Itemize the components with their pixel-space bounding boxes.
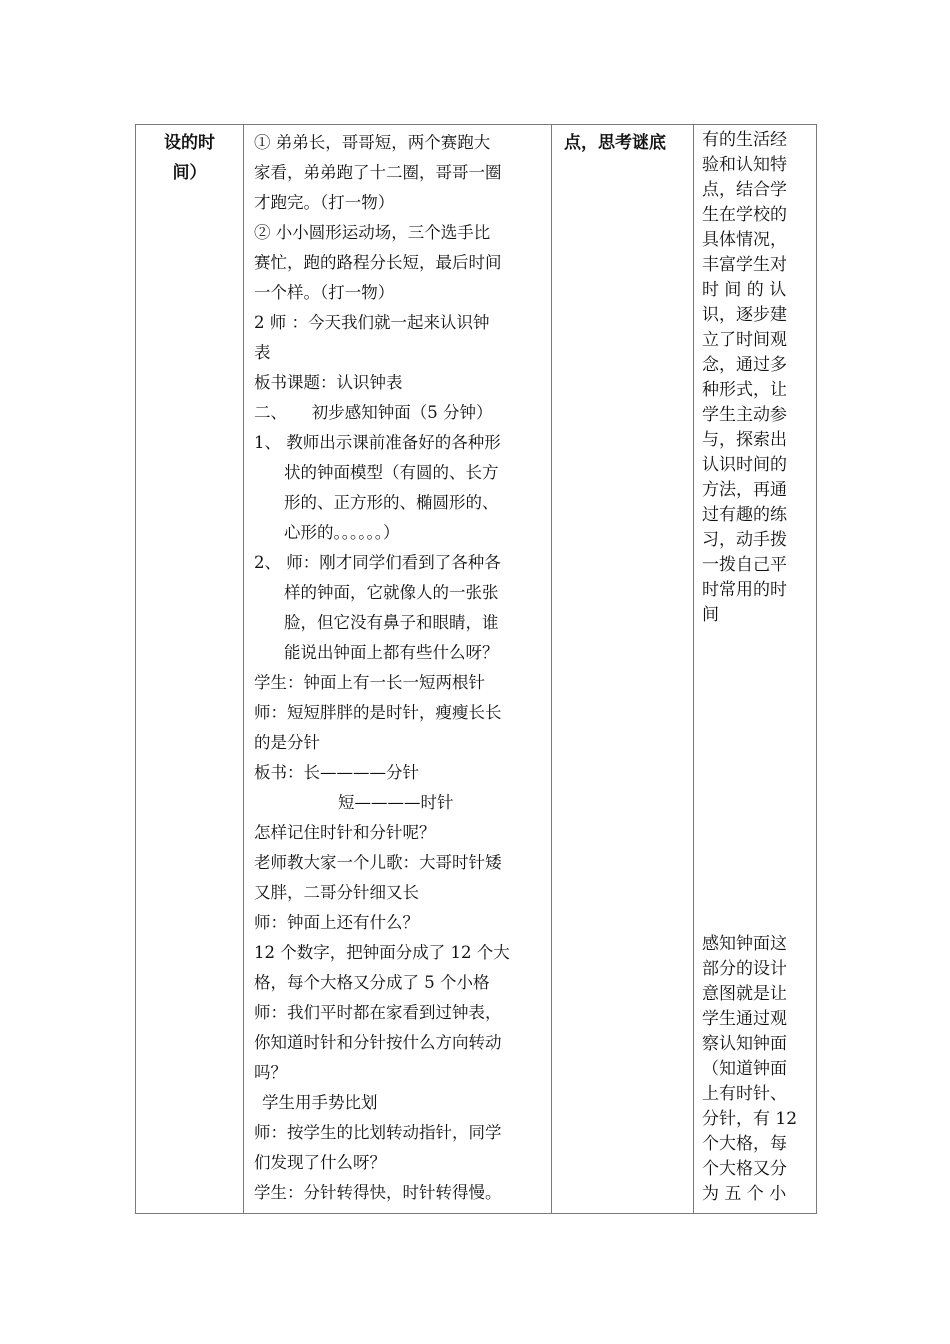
content-line: 12 个数字，把钟面分成了 12 个大	[254, 943, 510, 962]
intent-line: 学生通过观	[702, 1009, 787, 1029]
content-line: 师：短短胖胖的是时针，瘦瘦长长	[254, 703, 502, 722]
intent-line: 上有时针、	[702, 1084, 787, 1104]
content-line: 一个样。（打一物）	[254, 283, 395, 302]
content-line: 学生：钟面上有一长一短两根针	[254, 673, 485, 692]
design-intent-cell	[694, 125, 817, 1214]
content-line: 怎样记住时针和分针呢？	[254, 823, 436, 842]
intent-line: 点，结合学	[702, 180, 787, 200]
intent-line: 学生主动参	[702, 405, 787, 425]
intent-line: 认识时间的	[702, 455, 787, 475]
content-line: 状的钟面模型（有圆的、长方	[284, 463, 499, 482]
activity-label: 点，思考谜底	[564, 133, 666, 153]
stage-cell	[136, 125, 244, 1214]
intent-line: 部分的设计	[702, 959, 787, 979]
content-line: 心形的。。。。。。）	[284, 523, 400, 542]
design-intent-block-1	[702, 128, 810, 628]
intent-line: 意图就是让	[702, 984, 787, 1004]
content-line: 家看，弟弟跑了十二圈，哥哥一圈	[254, 163, 502, 182]
intent-line: 与，探索出	[702, 430, 787, 450]
table-row	[136, 125, 817, 1214]
content-line: 1、 教师出示课前准备好的各种形	[254, 433, 501, 452]
intent-line: 方法，再通	[702, 480, 787, 500]
content-line: 才跑完。（打一物）	[254, 193, 395, 212]
content-line: ① 弟弟长，哥哥短，两个赛跑大	[254, 133, 491, 152]
content-line: 能说出钟面上都有些什么呀？	[284, 643, 499, 662]
content-line: 样的钟面，它就像人的一张张	[284, 583, 499, 602]
intent-line: （知道钟面	[702, 1059, 787, 1079]
content-line: 学生用手势比划	[262, 1093, 378, 1112]
intent-line: 有的生活经	[702, 130, 787, 150]
stage-label-line: 间）	[172, 163, 207, 183]
intent-line: 习，动手拨	[702, 530, 787, 550]
intent-line: 念，通过多	[702, 355, 787, 375]
content-line: 表	[254, 343, 271, 362]
content-line: 板书课题：认识钟表	[254, 373, 403, 392]
content-line: 板书：长————分针	[254, 763, 419, 782]
intent-line: 识，逐步建	[702, 305, 787, 325]
content-line: 的是分针	[254, 733, 320, 752]
intent-line: 过有趣的练	[702, 505, 787, 525]
intent-line: 个大格，每	[702, 1134, 787, 1154]
stage-label-line: 设的时	[164, 133, 215, 153]
lesson-plan-table	[135, 124, 817, 1214]
intent-line: 一拨自己平	[702, 555, 787, 575]
content-line: 2、 师：刚才同学们看到了各种各	[254, 553, 501, 572]
content-line: 吗？	[254, 1063, 287, 1082]
intent-line: 分针，有 12	[702, 1109, 798, 1129]
content-line: 们发现了什么呀？	[254, 1153, 386, 1172]
design-intent-block-2	[702, 932, 810, 1207]
intent-line: 时 间 的 认	[702, 280, 787, 300]
intent-line: 具体情况，	[702, 230, 787, 250]
content-line: 形的、正方形的、椭圆形的、	[284, 493, 499, 512]
content-line: 学生：分针转得快，时针转得慢。	[254, 1183, 502, 1202]
content-line: 师：钟面上还有什么？	[254, 913, 419, 932]
intent-line: 验和认知特	[702, 155, 787, 175]
content-line: 老师教大家一个儿歌：大哥时针矮	[254, 853, 502, 872]
intent-line: 个大格又分	[702, 1159, 787, 1179]
content-line: 短————时针	[338, 793, 454, 812]
intent-line: 时常用的时	[702, 580, 787, 600]
intent-line: 丰富学生对	[702, 255, 787, 275]
content-line: 二、 初步感知钟面（5 分钟）	[254, 403, 493, 422]
intent-line: 生在学校的	[702, 205, 787, 225]
intent-line: 感知钟面这	[702, 934, 787, 954]
content-line: 师：按学生的比划转动指针，同学	[254, 1123, 502, 1142]
intent-line: 立了时间观	[702, 330, 787, 350]
intent-line: 间	[702, 605, 719, 625]
content-line: 赛忙，跑的路程分长短，最后时间	[254, 253, 502, 272]
student-activity-cell	[552, 125, 694, 1214]
content-line: 又胖，二哥分针细又长	[254, 883, 419, 902]
content-line: 你知道时针和分针按什么方向转动	[254, 1033, 502, 1052]
content-line: 师：我们平时都在家看到过钟表，	[254, 1003, 502, 1022]
intent-line: 种形式，让	[702, 380, 787, 400]
content-line: 脸，但它没有鼻子和眼睛，谁	[284, 613, 499, 632]
content-line: 2 师 ：今天我们就一起来认识钟	[254, 313, 490, 332]
content-line: ② 小小圆形运动场，三个选手比	[254, 223, 491, 242]
content-line: 格，每个大格又分成了 5 个小格	[254, 973, 490, 992]
intent-line: 为 五 个 小	[702, 1184, 787, 1204]
intent-line: 察认知钟面	[702, 1034, 787, 1054]
teaching-content-cell	[244, 125, 552, 1214]
